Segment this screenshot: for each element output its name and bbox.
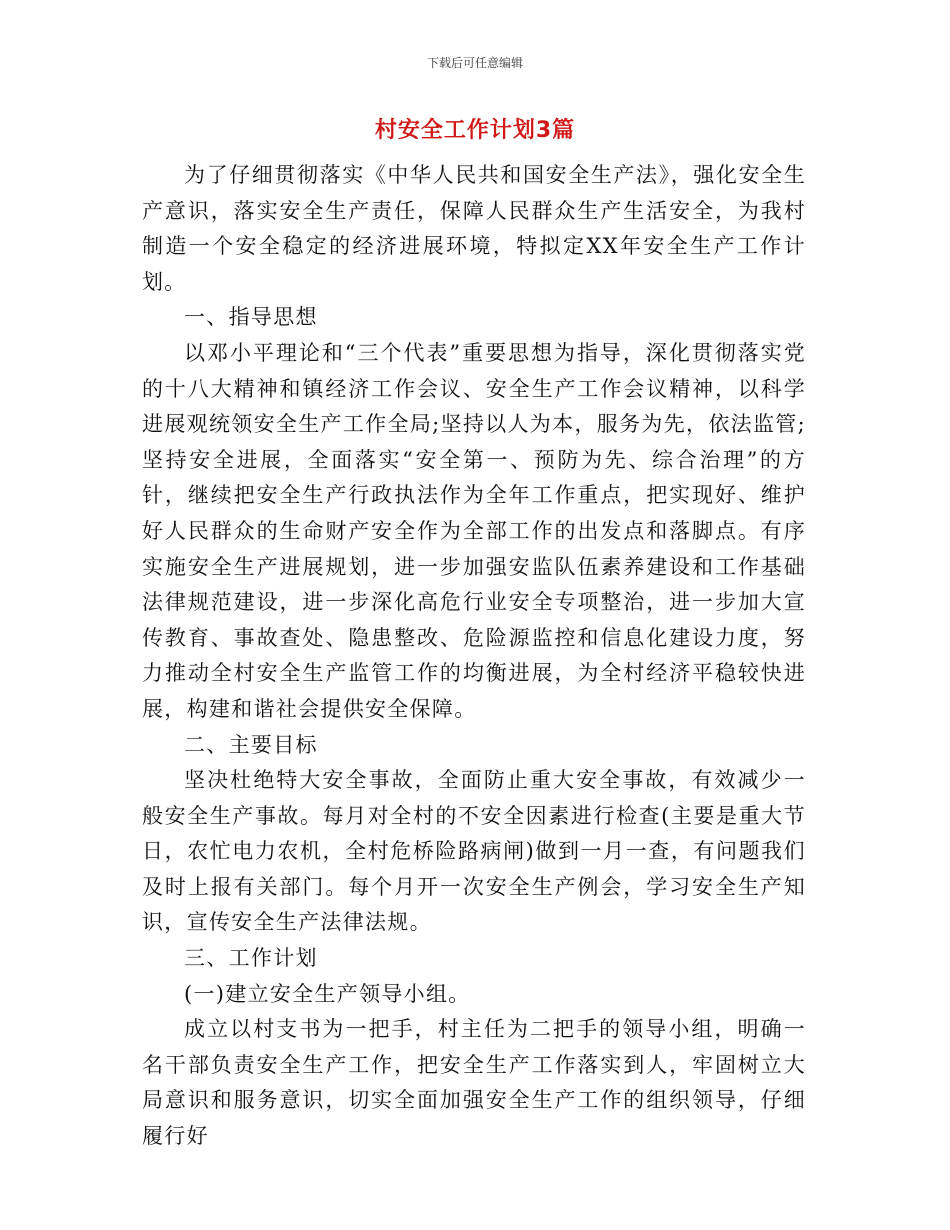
subsection-heading-leadership-group: (一)建立安全生产领导小组。 (184, 981, 471, 1006)
document-title: 村安全工作计划3篇 (374, 118, 576, 143)
main-goals-paragraph: 坚决杜绝特大安全事故，全面防止重大安全事故，有效减少一般安全生产事故。每月对全村的不安全因素进行检查(主要是重大节日，农忙电力农机，全村危桥险路病闸)做到一月一查，有问题我们及时上报有关部门。每个月开一次安全生产例会，学习安全生产知识，宣传安全生产法律法规。 (142, 768, 806, 935)
section-heading-guiding-ideology: 一、指导思想 (184, 305, 318, 330)
section-heading-main-goals: 二、主要目标 (184, 732, 318, 757)
section-heading-work-plan: 三、工作计划 (184, 946, 318, 971)
intro-paragraph: 为了仔细贯彻落实《中华人民共和国安全生产法》，强化安全生产意识，落实安全生产责任，保障人民群众生产生活安全，为我村制造一个安全稳定的经济进展环境，特拟定XX年安全生产工作计划。 (142, 163, 806, 294)
leadership-group-paragraph: 成立以村支书为一把手，村主任为二把手的领导小组，明确一名干部负责安全生产工作，把安全生产工作落实到人，牢固树立大局意识和服务意识，切实全面加强安全生产工作的组织领导，仔细履行好 (142, 1017, 806, 1149)
document-body (142, 158, 806, 1155)
guiding-ideology-paragraph: 以邓小平理论和“三个代表”重要思想为指导，深化贯彻落实党的十八大精神和镇经济工作会议、安全生产工作会议精神，以科学进展观统领安全生产工作全局;坚持以人为本，服务为先，依法监管;坚持安全进展，全面落实“安全第一、预防为先、综合治理”的方针，继续把安全生产行政执法作为全年工作重点，把实现好、维护好人民群众的生命财产安全作为全部工作的出发点和落脚点。有序实施安全生产进展规划，进一步加强安监队伍素养建设和工作基础法律规范建设，进一步深化高危行业安全专项整治，进一步加大宣传教育、事故查处、隐患整改、危险源监控和信息化建设力度，努力推动全村安全生产监管工作的均衡进展，为全村经济平稳较快进展，构建和谐社会提供安全保障。 (142, 340, 806, 721)
page-header-note: 下载后可任意编辑 (426, 56, 523, 70)
